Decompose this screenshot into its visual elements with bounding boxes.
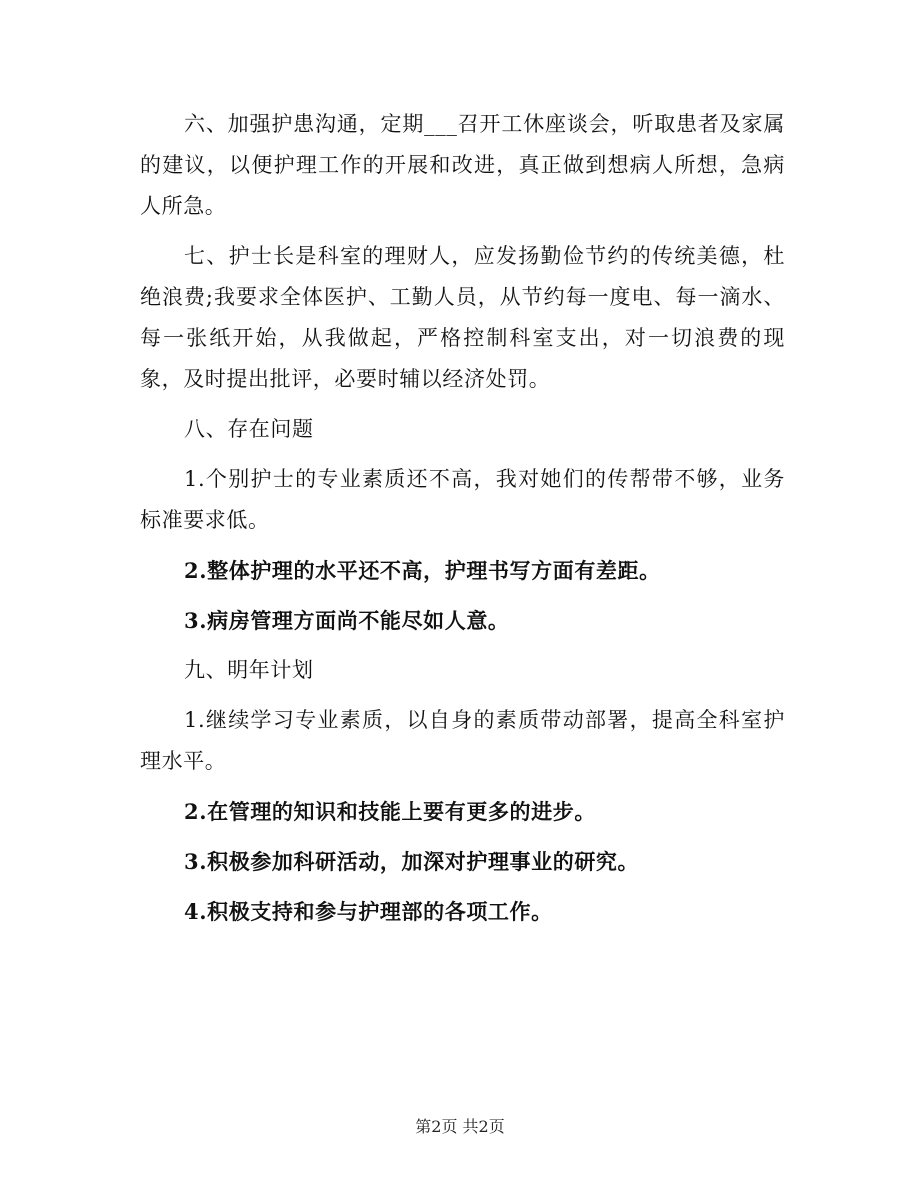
heading-problems: 八、存在问题	[184, 417, 314, 441]
document-body	[140, 104, 785, 941]
paragraph-finance: 七、护士长是科室的理财人，应发扬勤俭节约的传统美德，杜绝浪费;我要求全体医护、工勤人员，从节约每一度电、每一滴水、每一张纸开始，从我做起，严格控制科室支出，对一切浪费的现象，及时提出批评，必要时辅以经济处罚。	[140, 244, 785, 391]
paragraph-communication: 六、加强护患沟通，定期___召开工休座谈会，听取患者及家属的建议，以便护理工作的开展和改进，真正做到想病人所想，急病人所急。	[140, 112, 785, 218]
problem-item-1: 1.个别护士的专业素质还不高，我对她们的传帮带不够，业务标准要求低。	[140, 467, 785, 532]
problem-item-3: 3.病房管理方面尚不能尽如人意。	[184, 608, 510, 633]
plan-item-3: 3.积极参加科研活动，加深对护理事业的研究。	[184, 849, 640, 874]
problem-item-2: 2.整体护理的水平还不高，护理书写方面有差距。	[184, 558, 661, 583]
plan-item-4: 4.积极支持和参与护理部的各项工作。	[184, 899, 553, 924]
plan-item-1: 1.继续学习专业素质，以自身的素质带动部署，提高全科室护理水平。	[140, 708, 785, 773]
plan-item-2: 2.在管理的知识和技能上要有更多的进步。	[184, 799, 596, 824]
heading-next-year-plan: 九、明年计划	[184, 658, 314, 682]
page-number-footer: 第2页 共2页	[415, 1117, 505, 1136]
